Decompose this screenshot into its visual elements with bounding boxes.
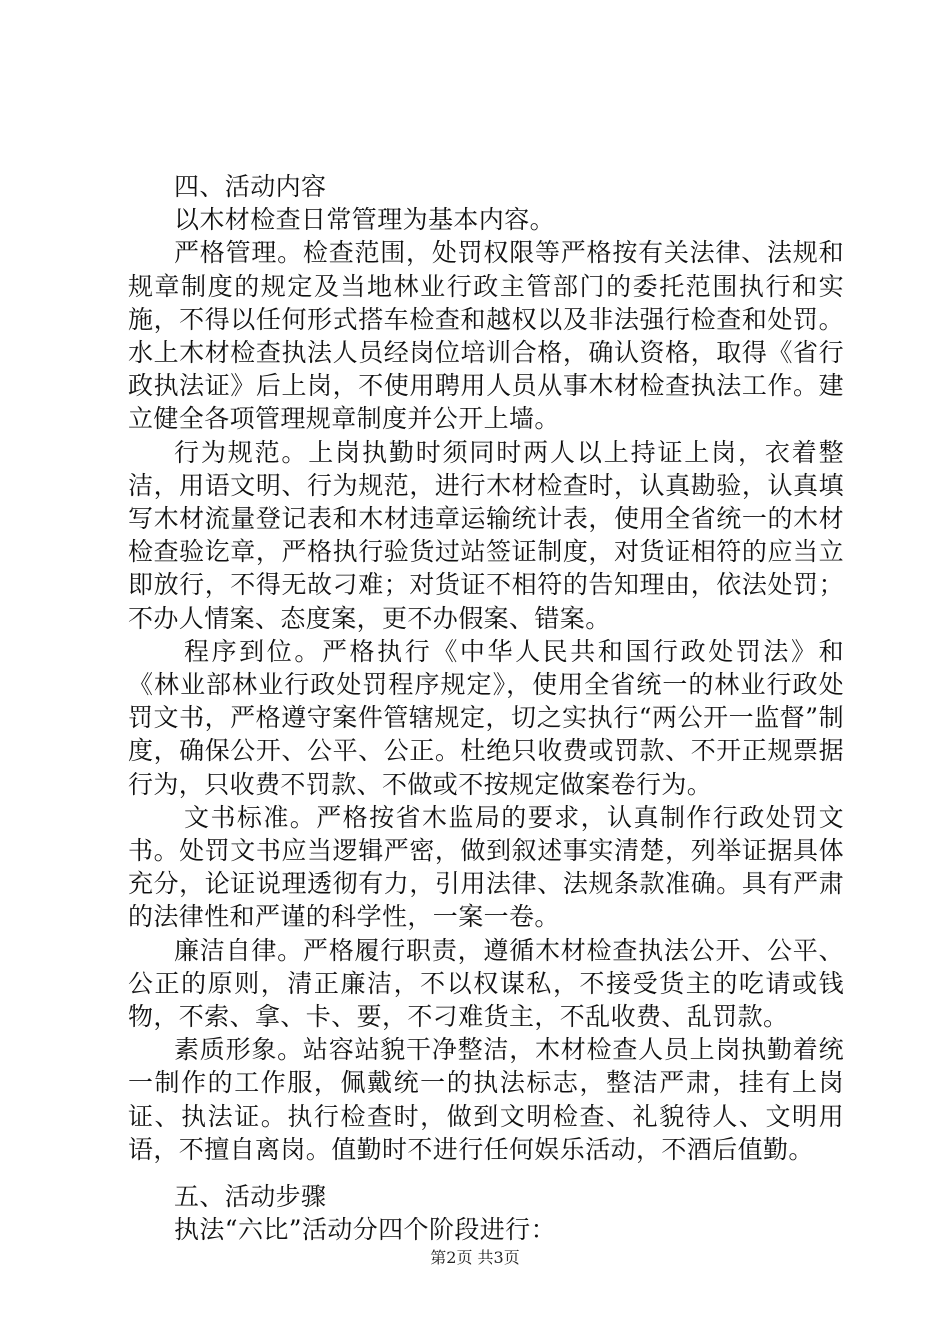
paragraph-image: 素质形象。站容站貌干净整洁，木材检查人员上岗执勤着统一制作的工作服，佩戴统一的执法标志，整洁严肃，挂有上岗证、执法证。执行检查时，做到文明检查、礼貌待人、文明用语，不擅自离岗。值勤时不进行任何娱乐活动，不酒后值勤。 bbox=[128, 1035, 844, 1164]
section-gap bbox=[128, 1166, 844, 1180]
document-body bbox=[128, 170, 844, 1247]
paragraph-stages: 执法“六比”活动分四个阶段进行： bbox=[174, 1215, 556, 1245]
section-heading-5: 五、活动步骤 bbox=[174, 1182, 327, 1212]
paragraph-procedure: 程序到位。严格执行《中华人民共和国行政处罚法》和《林业部林业行政处罚程序规定》，使用全省统一的林业行政处罚文书，严格遵守案件管辖规定，切之实执行“两公开一监督”制度，确保公开、公平、公正。杜绝只收费或罚款、不开正规票据行为，只收费不罚款、不做或不按规定做案卷行为。 bbox=[128, 636, 844, 799]
page-footer: 第2页 共3页 bbox=[430, 1248, 520, 1267]
paragraph-strict-management: 严格管理。检查范围，处罚权限等严格按有关法律、法规和规章制度的规定及当地林业行政主管部门的委托范围执行和实施，不得以任何形式搭车检查和越权以及非法强行检查和处罚。水上木材检查执法人员经岗位培训合格，确认资格，取得《省行政执法证》后上岗，不使用聘用人员从事木材检查执法工作。建立健全各项管理规章制度并公开上墙。 bbox=[128, 238, 844, 434]
paragraph-integrity: 廉洁自律。严格履行职责，遵循木材检查执法公开、公平、公正的原则，清正廉洁，不以权谋私，不接受货主的吃请或钱物，不索、拿、卡、要，不刁难货主，不乱收费、乱罚款。 bbox=[128, 935, 844, 1032]
paragraph-document-standards: 文书标准。严格按省木监局的要求，认真制作行政处罚文书。处罚文书应当逻辑严密，做到叙述事实清楚，列举证据具体充分，论证说理透彻有力，引用法律、法规条款准确。具有严肃的法律性和严谨的科学性，一案一卷。 bbox=[128, 802, 844, 932]
paragraph-intro: 以木材检查日常管理为基本内容。 bbox=[174, 205, 556, 235]
paragraph-conduct-standards: 行为规范。上岗执勤时须同时两人以上持证上岗，衣着整洁，用语文明、行为规范，进行木材检查时，认真勘验，认真填写木材流量登记表和木材违章运输统计表，使用全省统一的木材检查验讫章，严格执行验货过站签证制度，对货证相符的应当立即放行，不得无故刁难；对货证不相符的告知理由，依法处罚；不办人情案、态度案，更不办假案、错案。 bbox=[128, 437, 844, 633]
section-heading-4: 四、活动内容 bbox=[174, 172, 327, 201]
